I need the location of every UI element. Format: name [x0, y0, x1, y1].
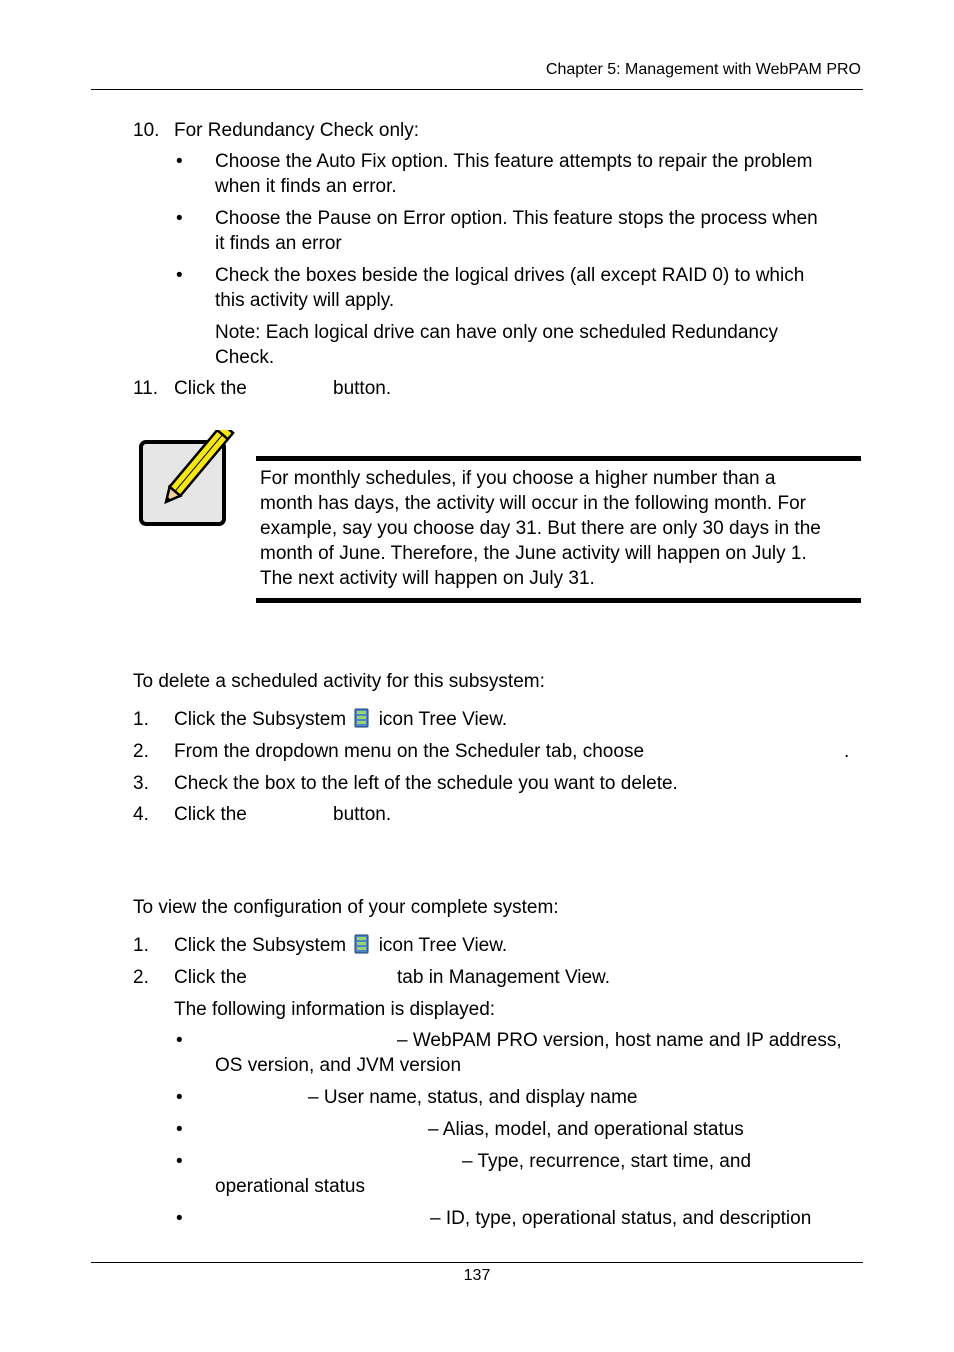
subsystem-icon	[353, 934, 371, 954]
inline-note: Note: Each logical drive can have only one scheduled Redundancy	[215, 322, 778, 343]
info-bullet-text: – Type, recurrence, start time, and	[462, 1151, 752, 1172]
step-number: 2.	[133, 741, 149, 762]
step-number: 4.	[133, 804, 149, 825]
footer-rule	[91, 1262, 863, 1263]
bullet-mark: •	[176, 265, 183, 286]
step-number: 2.	[133, 967, 149, 988]
step-text-after: tab in Management View.	[397, 967, 611, 988]
bullet-text: it finds an error	[215, 233, 342, 254]
step-text: Click the	[174, 378, 247, 399]
note-line: example, say you choose day 31. But there are only 30 days in the	[260, 518, 821, 539]
info-heading: The following information is displayed:	[174, 999, 496, 1020]
chapter-header: Chapter 5: Management with WebPAM PRO	[545, 61, 861, 78]
bullet-mark: •	[176, 1151, 183, 1172]
step-text: For Redundancy Check only:	[174, 120, 420, 141]
step-number: 1.	[133, 709, 149, 730]
step-number: 3.	[133, 773, 149, 794]
step-text-after: icon Tree View.	[378, 935, 508, 956]
note-line: The next activity will happen on July 31.	[260, 568, 595, 589]
step-text-before: Click the Subsystem	[174, 709, 347, 730]
bullet-mark: •	[176, 208, 183, 229]
inline-note: Check.	[215, 347, 275, 368]
step-text	[174, 707, 507, 732]
info-bullet-text: – User name, status, and display name	[308, 1087, 638, 1108]
step-text: button.	[333, 378, 392, 399]
note-bottom-rule	[256, 598, 861, 603]
bullet-text: Check the boxes beside the logical drives (all except RAID 0) to which	[215, 265, 805, 286]
step-text: Check the box to the left of the schedule you want to delete.	[174, 773, 678, 794]
bullet-mark: •	[176, 1030, 183, 1051]
info-bullet-text: – WebPAM PRO version, host name and IP address,	[397, 1030, 842, 1051]
note-pencil-icon	[136, 430, 240, 528]
section-intro: To view the configuration of your complete system:	[133, 897, 559, 918]
note-box	[260, 466, 860, 591]
step-text: Click the	[174, 967, 247, 988]
section-intro: To delete a scheduled activity for this subsystem:	[133, 671, 545, 692]
bullet-text: when it finds an error.	[215, 176, 397, 197]
bullet-mark: •	[176, 1087, 183, 1108]
header-rule	[91, 89, 863, 90]
note-top-rule	[256, 456, 861, 461]
step-text: Click the	[174, 804, 247, 825]
bullet-mark: •	[176, 1208, 183, 1229]
step-number: 10.	[133, 120, 160, 141]
note-line: For monthly schedules, if you choose a higher number than a	[260, 468, 776, 489]
step-text-before: Click the Subsystem	[174, 935, 347, 956]
step-text-after: icon Tree View.	[378, 709, 508, 730]
info-bullet-text: – ID, type, operational status, and description	[430, 1208, 812, 1229]
note-line: month has days, the activity will occur in the following month. For	[260, 493, 806, 514]
step-number: 11.	[133, 378, 159, 399]
info-bullet-text: – Alias, model, and operational status	[428, 1119, 744, 1140]
step-text-after: .	[844, 741, 850, 762]
bullet-text: this activity will apply.	[215, 290, 395, 311]
info-bullet-text: operational status	[215, 1176, 365, 1197]
step-text-after: button.	[333, 804, 392, 825]
subsystem-icon	[353, 708, 371, 728]
bullet-text: Choose the Auto Fix option. This feature attempts to repair the problem	[215, 151, 813, 172]
bullet-mark: •	[176, 1119, 183, 1140]
step-text: From the dropdown menu on the Scheduler tab, choose	[174, 741, 645, 762]
bullet-text: Choose the Pause on Error option. This feature stops the process when	[215, 208, 818, 229]
step-number: 1.	[133, 935, 149, 956]
page-number: 137	[463, 1267, 491, 1284]
step-text	[174, 933, 507, 958]
info-bullet-text: OS version, and JVM version	[215, 1055, 462, 1076]
note-line: month of June. Therefore, the June activity will happen on July 1.	[260, 543, 807, 564]
bullet-mark: •	[176, 151, 183, 172]
